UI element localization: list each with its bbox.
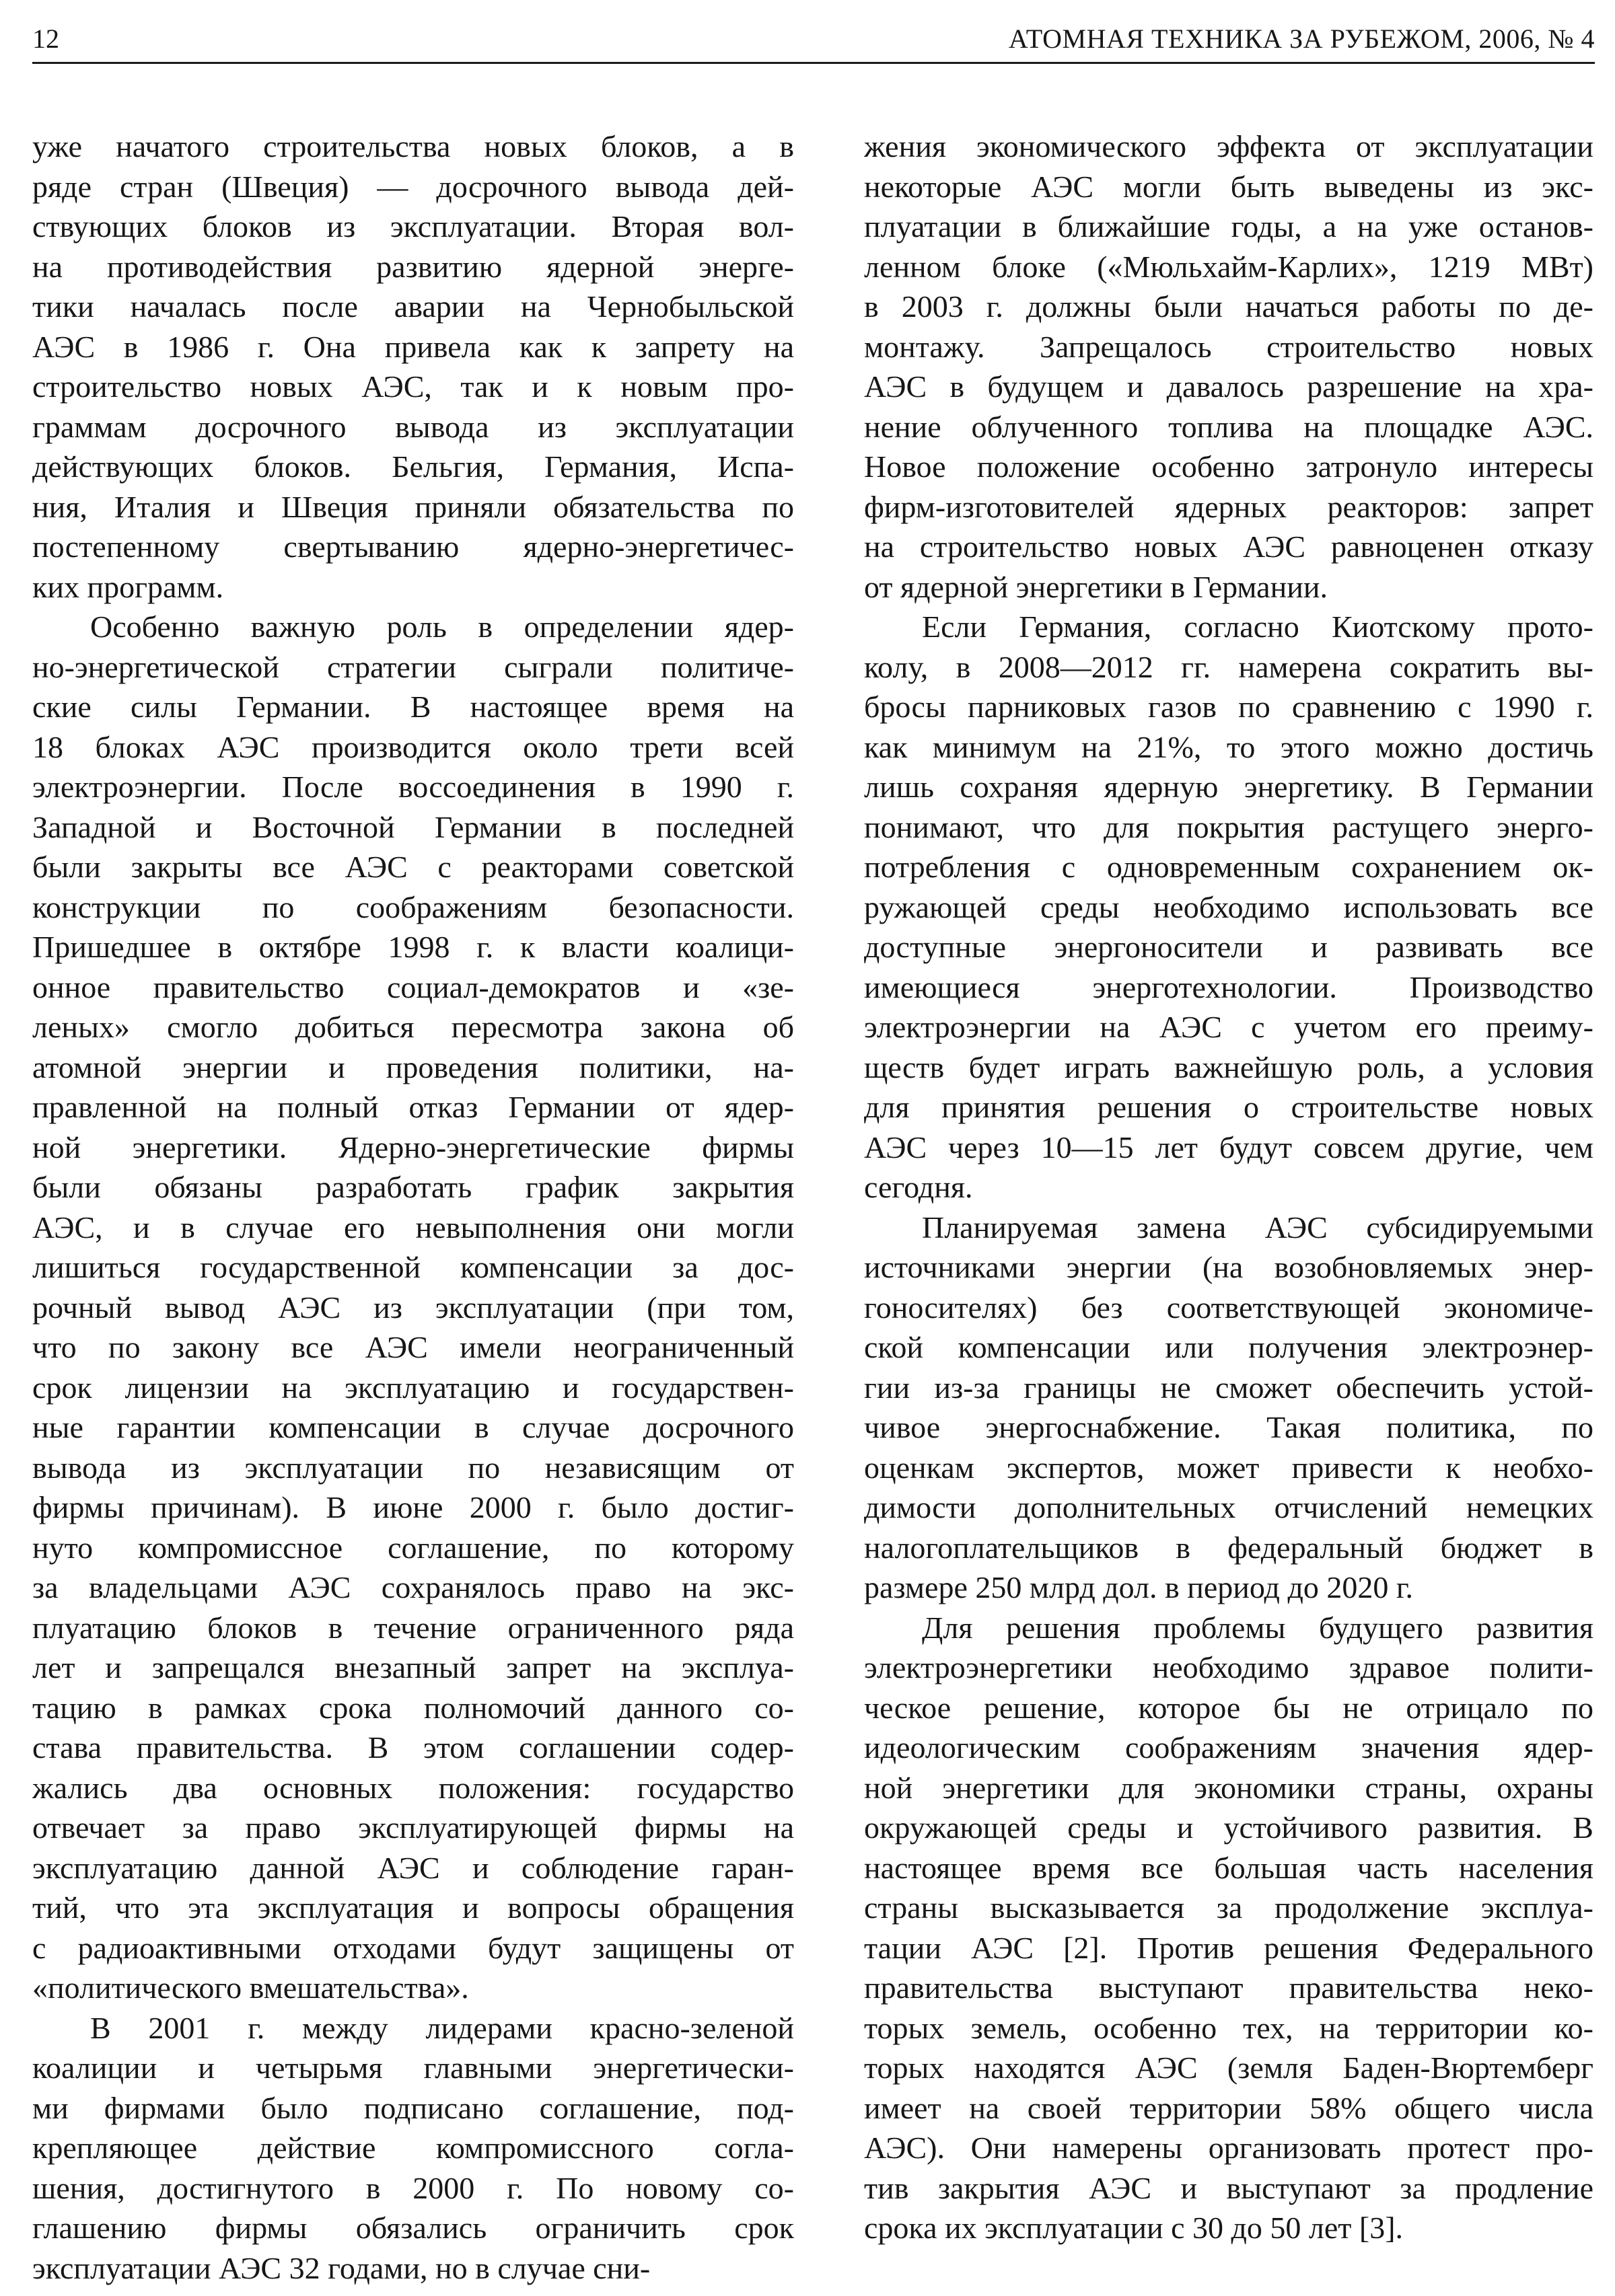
text-line: эксплуатации АЭС 32 годами, но в случае сни-	[32, 2250, 651, 2285]
text-line: с радиоактивными отходами будут защищены от	[32, 1930, 794, 1965]
text-line: ких программ.	[32, 569, 224, 604]
text-line: ряде стран (Швеция) — досрочного вывода дей-	[32, 169, 794, 204]
text-line: ской компенсации или получения электроэнер-	[864, 1330, 1593, 1364]
text-line: на строительство новых АЭС равноценен отказу	[864, 529, 1593, 564]
text-line: ные гарантии компенсации в случае досрочного	[32, 1410, 794, 1444]
text-line: размере 250 млрд дол. в период до 2020 г.	[864, 1570, 1414, 1604]
text-line: АЭС). Они намерены организовать протест про-	[864, 2131, 1593, 2165]
left-column	[32, 126, 794, 2288]
paragraph	[32, 126, 794, 607]
text-line: гоносителях) без соответствующей экономиче-	[864, 1290, 1593, 1325]
text-line: коалиции и четырьмя главными энергетически-	[32, 2050, 794, 2085]
text-line: правленной на полный отказ Германии от ядер-	[32, 1090, 794, 1124]
text-line: уже начатого строительства новых блоков, а в	[32, 129, 794, 163]
text-line: Для решения проблемы будущего развития	[922, 1610, 1593, 1645]
text-line: плуатацию блоков в течение ограниченного ряда	[32, 1610, 794, 1645]
text-line: лишиться государственной компенсации за дос-	[32, 1250, 794, 1284]
text-line: для принятия решения о строительстве новых	[864, 1090, 1593, 1124]
text-line: фирм-изготовителей ядерных реакторов: запрет	[864, 489, 1593, 524]
text-line: отвечает за право эксплуатирующей фирмы на	[32, 1810, 794, 1845]
right-column	[864, 126, 1593, 2248]
text-line: торых находятся АЭС (земля Баден-Вюртемберг	[864, 2050, 1593, 2085]
text-line: окружающей среды и устойчивого развития. В	[864, 1810, 1593, 1845]
text-line: сегодня.	[864, 1170, 973, 1204]
text-line: рочный вывод АЭС из эксплуатации (при том,	[32, 1290, 794, 1325]
text-line: АЭС через 10—15 лет будут совсем другие, чем	[864, 1130, 1593, 1164]
text-line: некоторые АЭС могли быть выведены из экс-	[864, 169, 1593, 204]
text-line: нение облученного топлива на площадке АЭС.	[864, 409, 1593, 444]
text-line: тики началась после аварии на Чернобыльской	[32, 289, 794, 324]
paragraph	[864, 1208, 1593, 1608]
text-line: на противодействия развитию ядерной энерге-	[32, 249, 794, 284]
text-line: электроэнергетики необходимо здравое полити-	[864, 1650, 1593, 1684]
text-line: строительство новых АЭС, так и к новым про-	[32, 369, 794, 404]
text-line: бросы парниковых газов по сравнению с 1990 г.	[864, 690, 1593, 724]
text-line: что по закону все АЭС имели неограниченный	[32, 1330, 794, 1364]
text-line: В 2001 г. между лидерами красно-зеленой	[90, 2010, 794, 2045]
text-line: тации АЭС [2]. Против решения Федерального	[864, 1930, 1593, 1965]
text-line: эксплуатацию данной АЭС и соблюдение гаран-	[32, 1850, 794, 1885]
text-line: как минимум на 21%, то этого можно достичь	[864, 729, 1593, 764]
text-line: димости дополнительных отчислений немецких	[864, 1490, 1593, 1524]
text-line: АЭС в будущем и давалось разрешение на хра-	[864, 369, 1593, 404]
text-line: нуто компромиссное соглашение, по которому	[32, 1530, 794, 1565]
text-line: граммам досрочного вывода из эксплуатации	[32, 409, 794, 444]
paragraph	[32, 2008, 794, 2289]
text-line: были обязаны разработать график закрытия	[32, 1170, 794, 1204]
text-line: в 2003 г. должны были начаться работы по де-	[864, 289, 1593, 324]
text-line: плуатации в ближайшие годы, а на уже останов-	[864, 209, 1593, 244]
text-line: Если Германия, согласно Киотскому прото-	[922, 609, 1593, 644]
text-line: источниками энергии (на возобновляемых энер-	[864, 1250, 1593, 1284]
text-line: Планируемая замена АЭС субсидируемыми	[922, 1210, 1593, 1245]
text-line: жались два основных положения: государство	[32, 1770, 794, 1805]
text-line: ществ будет играть важнейшую роль, а условия	[864, 1049, 1593, 1084]
text-line: срок лицензии на эксплуатацию и государствен-	[32, 1370, 794, 1405]
text-line: «политического вмешательства».	[32, 1970, 469, 2005]
text-line: ружающей среды необходимо использовать все	[864, 889, 1593, 924]
text-line: тий, что эта эксплуатация и вопросы обращения	[32, 1890, 794, 1925]
text-line: настоящее время все большая часть населения	[864, 1850, 1593, 1885]
text-line: онное правительство социал-демократов и «зе-	[32, 969, 794, 1004]
text-line: конструкции по соображениям безопасности.	[32, 889, 794, 924]
text-line: срока их эксплуатации с 30 до 50 лет [3].	[864, 2211, 1404, 2245]
text-line: жения экономического эффекта от эксплуатации	[864, 129, 1593, 163]
text-line: постепенному свертыванию ядерно-энергетичес-	[32, 529, 794, 564]
paragraph	[864, 607, 1593, 1208]
text-line: шения, достигнутого в 2000 г. По новому со-	[32, 2170, 794, 2205]
text-line: става правительства. В этом соглашении содер-	[32, 1730, 794, 1765]
text-line: атомной энергии и проведения политики, на-	[32, 1049, 794, 1084]
text-line: электроэнергии. После воссоединения в 1990 г.	[32, 770, 794, 804]
text-line: страны высказывается за продолжение эксплуа-	[864, 1890, 1593, 1925]
text-line: колу, в 2008—2012 гг. намерена сократить вы-	[864, 649, 1593, 684]
text-line: монтажу. Запрещалось строительство новых	[864, 329, 1593, 364]
page-number: 12	[32, 24, 59, 54]
text-line: понимают, что для покрытия растущего энерго-	[864, 809, 1593, 844]
text-line: глашению фирмы обязались ограничить срок	[32, 2211, 794, 2245]
running-header	[32, 20, 1595, 64]
text-line: чивое энергоснабжение. Такая политика, по	[864, 1410, 1593, 1444]
text-line: фирмы причинам). В июне 2000 г. было достиг-	[32, 1490, 794, 1524]
text-line: были закрыты все АЭС с реакторами советской	[32, 850, 794, 884]
text-line: но-энергетической стратегии сыграли политиче-	[32, 649, 794, 684]
text-line: за владельцами АЭС сохранялось право на экс-	[32, 1570, 794, 1604]
text-line: 18 блоках АЭС производится около трети всей	[32, 729, 794, 764]
journal-title: АТОМНАЯ ТЕХНИКА ЗА РУБЕЖОМ, 2006, № 4	[1008, 24, 1595, 54]
text-line: идеологическим соображениям значения ядер-	[864, 1730, 1593, 1765]
text-line: ческое решение, которое бы не отрицало по	[864, 1690, 1593, 1725]
text-line: Пришедшее в октябре 1998 г. к власти коалици-	[32, 930, 794, 964]
text-line: Особенно важную роль в определении ядер-	[90, 609, 794, 644]
paragraph	[864, 1608, 1593, 2248]
text-line: имеющиеся энерготехнологии. Производство	[864, 969, 1593, 1004]
paragraph	[32, 607, 794, 2008]
text-line: от ядерной энергетики в Германии.	[864, 569, 1328, 604]
text-line: правительства выступают правительства неко-	[864, 1970, 1593, 2005]
text-line: потребления с одновременным сохранением ок-	[864, 850, 1593, 884]
text-line: тацию в рамках срока полномочий данного со-	[32, 1690, 794, 1725]
text-line: ми фирмами было подписано соглашение, под-	[32, 2090, 794, 2125]
text-line: лет и запрещался внезапный запрет на эксплуа-	[32, 1650, 794, 1684]
text-line: ной энергетики для экономики страны, охраны	[864, 1770, 1593, 1805]
text-line: имеет на своей территории 58% общего числа	[864, 2090, 1593, 2125]
text-line: ские силы Германии. В настоящее время на	[32, 690, 794, 724]
text-line: леных» смогло добиться пересмотра закона об	[32, 1010, 794, 1044]
text-line: вывода из эксплуатации по независящим от	[32, 1450, 794, 1485]
text-line: гии из-за границы не сможет обеспечить устой-	[864, 1370, 1593, 1405]
text-line: крепляющее действие компромиссного согла-	[32, 2131, 794, 2165]
text-line: лишь сохраняя ядерную энергетику. В Германии	[864, 770, 1593, 804]
text-line: ной энергетики. Ядерно-энергетические фирмы	[32, 1130, 794, 1164]
text-line: ленном блоке («Мюльхайм-Карлих», 1219 МВт)	[864, 249, 1593, 284]
text-line: ния, Италия и Швеция приняли обязательства по	[32, 489, 794, 524]
text-line: налогоплательщиков в федеральный бюджет в	[864, 1530, 1593, 1565]
text-line: действующих блоков. Бельгия, Германия, Испа-	[32, 449, 794, 484]
text-line: Западной и Восточной Германии в последней	[32, 809, 794, 844]
text-line: доступные энергоносители и развивать все	[864, 930, 1593, 964]
text-line: АЭС в 1986 г. Она привела как к запрету на	[32, 329, 794, 364]
paragraph	[864, 126, 1593, 607]
text-line: АЭС, и в случае его невыполнения они могли	[32, 1210, 794, 1245]
text-line: Новое положение особенно затронуло интересы	[864, 449, 1593, 484]
text-line: электроэнергии на АЭС с учетом его преиму-	[864, 1010, 1593, 1044]
text-line: ствующих блоков из эксплуатации. Вторая вол-	[32, 209, 794, 244]
text-line: тив закрытия АЭС и выступают за продление	[864, 2170, 1593, 2205]
text-line: оценкам экспертов, может привести к необхо-	[864, 1450, 1593, 1485]
text-line: торых земель, особенно тех, на территории ко-	[864, 2010, 1593, 2045]
